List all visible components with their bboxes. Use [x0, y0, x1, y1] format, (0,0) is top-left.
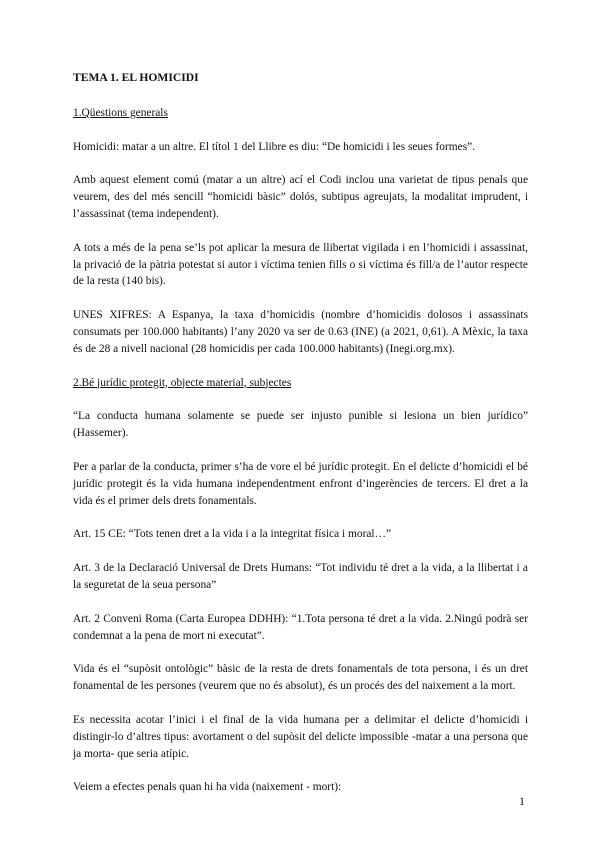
section-heading-general-questions: 1.Qüestions generals — [73, 106, 168, 119]
paragraph-life-definition: Vida és el “supòsit ontològic” bàsic de la resta de drets fonamentals de tota persona, i és un dret fonamental de les persones (veurem que no és absolut), és un procés des del naixement a la mort. — [73, 663, 528, 693]
paragraph-common-element: Amb aquest element comú (matar a un altre) ací el Codi inclou una varietat de tipus penals que veurem, des del més sencill “homicidi bàsic” dolós, subtipus agreujats, la modalitat imprudent, i l’assassinat (tema independent). — [73, 174, 528, 220]
paragraph-art-2-rome: Art. 2 Conveni Roma (Carta Europea DDHH): “1.Tota persona té dret a la vida. 2.Ningú podrà ser condemnat a la pena de mort ni executat”. — [73, 612, 528, 642]
paragraph-life-span: Veiem a efectes penals quan hi ha vida (naixement - mort): — [73, 781, 342, 794]
paragraph-art-3-udhr: Art. 3 de la Declaració Universal de Drets Humans: “Tot individu té dret a la vida, a la llibertat i a la seguretat de la seua persona” — [73, 562, 528, 591]
paragraph-penalties: A tots a més de la pena se’ls pot aplicar la mesura de llibertat vigilada i en l’homicidi i assassinat, la privació de la pàtria potestat si autor i víctima tenien fills o si víctima és fill/a de l’autor respecte de la resta (140 bis). — [73, 241, 528, 288]
paragraph-protected-interest: Per a parlar de la conducta, primer s’ha de vore el bé jurídic protegit. En el delicte d’homicidi el bé jurídic protegit és la vida humana independentment enfront d’ingerències de tercers. El dret a la vida és el primer dels drets fonamentals. — [73, 460, 528, 507]
page-number: 1 — [519, 794, 525, 808]
document-title: TEMA 1. EL HOMICIDI — [73, 71, 199, 84]
paragraph-delimitation: Es necessita acotar l’inici i el final de la vida humana per a delimitar el delicte d’homicidi i distingir-lo d’altres tipus: avortament o del supòsit del delicte impossible -matar a una persona que ja morta- que seria atípic. — [73, 713, 528, 760]
paragraph-definition: Homicidi: matar a un altre. El títol 1 del Llibre es diu: “De homicidi i les seues formes”. — [73, 140, 476, 153]
paragraph-figures: UNES XIFRES: A Espanya, la taxa d’homicidis (nombre d’homicidis dolosos i assassinats consumats per 100.000 habitants) l’any 2020 va ser de 0.63 (INE) (a 2021, 0,61). A Mèxic, la taxa és de 28 a nivell nacional (28 homicidis per cada 100.000 habitants) (Inegi.org.mx). — [73, 309, 528, 355]
paragraph-art-15-ce: Art. 15 CE: “Tots tenen dret a la vida i a la integritat física i moral…” — [73, 528, 392, 541]
section-heading-protected-interest: 2.Bé jurídic protegit, objecte material, subjectes — [73, 376, 292, 389]
document-page — [73, 70, 528, 813]
paragraph-hassemer-quote: “La conducta humana solamente se puede ser injusto punible si lesiona un bien jurídico” (Hassemer). — [73, 410, 528, 440]
